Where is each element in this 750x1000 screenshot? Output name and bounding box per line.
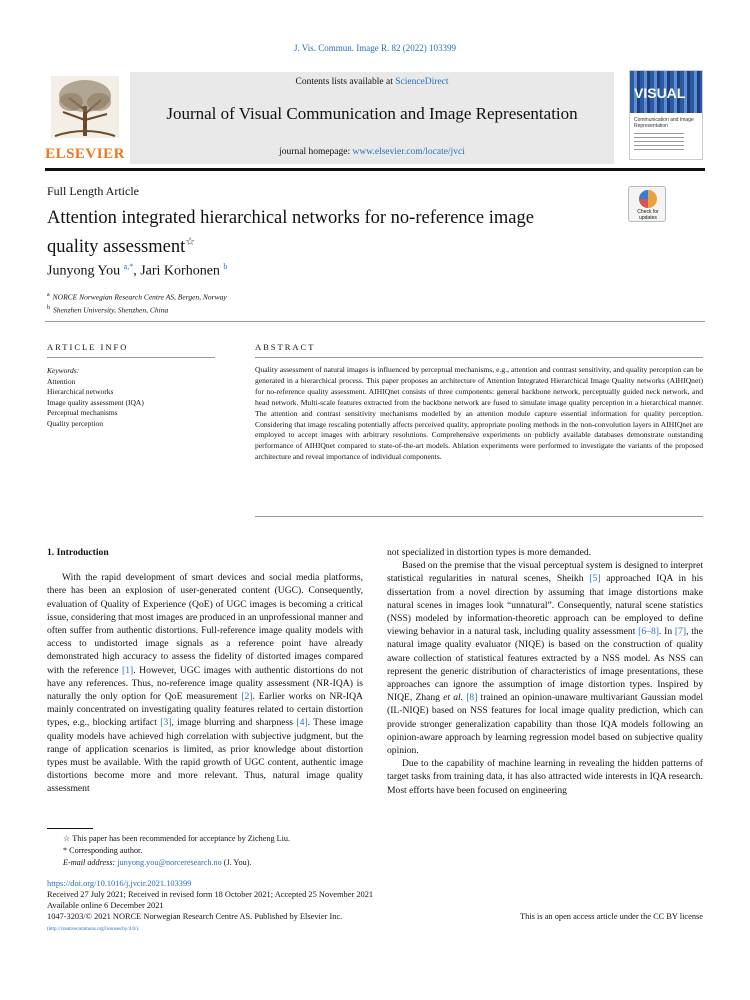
- footnote-item: * Corresponding author.: [63, 846, 143, 855]
- check-for-updates-badge[interactable]: [628, 186, 666, 222]
- journal-cover-thumbnail[interactable]: [629, 70, 703, 160]
- article-info-rule: [47, 357, 215, 358]
- footnote-divider: [47, 828, 93, 829]
- body-paragraph: Based on the premise that the visual perceptual system is designed to interpret statistical regularities in natural scenes, Sheikh [5] approached IQA in his dissertation from a novel direction by assuming that image distortions make natural scenes in images look “unnatural”. Consequently, natural scene statistics (NSS) modeled by information-theoretic approach can be employed to define viewing behavior in a natural task, including quality assessment [6–8]. In [7], the natural image quality evaluator (NIQE) is based on the construction of quality aware collection of statistical features extracted by a NSS model. As NSS can represent the generic distribution of characteristics of image presentations, these approaches can ignore the assumption of image distortion types. Inspired by NIQE, Zhang et al. [8] trained an opinion-unaware multivariant Gaussian model (IL-NIQE) based on NSS features for local image quality prediction, which can provide stronger generalization capability than those IQA models following an opinion-aware approach by learning regression model based on subjective quality opinion.: [387, 560, 704, 757]
- author-email-link[interactable]: junyong.you@norceresearch.no: [117, 858, 222, 867]
- contents-line: Contents lists available at ScienceDirect: [295, 77, 449, 87]
- body-column-left: [47, 546, 363, 796]
- article-info-heading: ARTICLE INFO: [47, 342, 129, 352]
- article-type: Full Length Article: [47, 184, 139, 198]
- cover-title-word: VISUAL: [634, 85, 686, 101]
- sciencedirect-link[interactable]: ScienceDirect: [395, 77, 449, 87]
- author-name[interactable]: Jari Korhonen: [140, 263, 220, 279]
- masthead-banner: [130, 72, 614, 164]
- elsevier-wordmark: ELSEVIER: [45, 146, 125, 162]
- elsevier-logo[interactable]: [45, 76, 125, 162]
- citation-link[interactable]: [7]: [674, 626, 687, 638]
- section-divider: [45, 321, 705, 322]
- journal-masthead: [45, 72, 705, 164]
- header-divider: [45, 168, 705, 171]
- publication-info: [47, 878, 703, 935]
- body-paragraph: With the rapid development of smart devices and social media platforms, there has been an explosion of user-generated content (UGC). Consequently, evaluation of Quality of Experience (QoE) of UGC images is becoming a critical issue, considering that most images are produced in an unprofessional manner and often suffer from authentic distortions. Full-reference image quality models with access to undistorted image signals as a reference point have already demonstrated high accuracy to assess the fidelity of distorted images compared with the reference [1]. However, UGC images with authentic distortions do not have any references. Thus, no-reference image quality assessment (NR-IQA) is naturally the only option for QoE measurement [2]. Earlier works on NR-IQA mainly concentrated on investigating quality features related to certain distortion types, e.g., blocking artifact [3], image blurring and sharpness [4]. These image quality models have achieved high correlation with subjective judgment, but the range of application scenarios is limited, as prior knowledge about distortion types must be available. With the rapid growth of UGC content, authentic image distortions become more and more relevant. Thus, natural image quality assessment: [47, 572, 363, 795]
- body-column-right: [387, 546, 703, 797]
- online-date: Available online 6 December 2021: [47, 901, 164, 910]
- abstract-heading: ABSTRACT: [255, 342, 316, 352]
- journal-homepage-link[interactable]: www.elsevier.com/locate/jvci: [352, 147, 465, 157]
- author-affiliation-marker[interactable]: a,*: [123, 262, 134, 271]
- author-affiliation-marker[interactable]: b: [223, 262, 228, 271]
- keywords-label: Keywords:: [47, 366, 80, 375]
- doi-link[interactable]: https://doi.org/10.1016/j.jvcir.2021.103399: [47, 879, 192, 888]
- affiliation-item: $^a$ NORCE Norwegian Research Centre AS, Bergen, Norway: [47, 292, 227, 302]
- journal-title: Journal of Visual Communication and Image Representation: [166, 104, 578, 123]
- author-name[interactable]: Junyong You: [47, 263, 121, 279]
- abstract-rule: [255, 357, 703, 358]
- keyword-item: Perceptual mechanisms: [47, 408, 118, 418]
- crossmark-icon: [639, 190, 657, 208]
- license-line: 1047-3203/© 2021 NORCE Norwegian Research Centre AS. Published by Elsevier Inc. This is an open access article under the CC BY license: [47, 912, 703, 921]
- abstract-text: Quality assessment of natural images is influenced by perceptual mechanisms, e.g., attention and contrast sensitivity, and quality perception can be generated in a hierarchical process. This paper proposes an architecture of Attention Integrated Hierarchical Image Quality networks (AIHIQnet) for no-reference quality assessment. AIHIQnet consists of three components: general backbone network, perceptually guided neck network, and head network. Multi-scale features extracted from the backbone network are fused to simulate image quality perception in a hierarchical manner. The attention and contrast sensitivity mechanisms modelled by an attention module capture essential information for quality perception. Considering that image rescaling potentially affects perceived quality, appropriate pooling methods in the non-convolution layers in AIHIQnet are employed to accept images with arbitrary resolutions. Comprehensive experiments on publicly available databases demonstrate outstanding performance of AIHIQnet compared to state-of-the-art models. Ablation experiments were performed to investigate the variants of the proposed architecture and reveal importance of individual components.: [255, 365, 703, 462]
- footnote-email: E-mail address: junyong.you@norceresearch.no (J. You).: [63, 858, 252, 867]
- license-link[interactable]: (http://creativecommons.org/licenses/by/4.0/).: [47, 927, 140, 932]
- cover-text-lines: [634, 133, 684, 153]
- article-title: Attention integrated hierarchical networks for no-reference image quality assessment☆: [47, 208, 534, 258]
- citation-link[interactable]: [1]: [122, 664, 134, 676]
- received-dates: Received 27 July 2021; Received in revised form 18 October 2021; Accepted 25 November 2021: [47, 890, 374, 899]
- cover-subtitle: Communication and Image Representation: [634, 117, 694, 129]
- abstract-bottom-rule: [255, 516, 703, 517]
- citation-link[interactable]: [4]: [296, 717, 308, 729]
- body-paragraph: Due to the capability of machine learning in revealing the hidden patterns of target tasks from training data, it has also attracted wide interests in IQA research. Most efforts have been focused on engineering: [387, 758, 703, 796]
- citation-link[interactable]: [5]: [589, 573, 601, 585]
- keywords-list: [47, 366, 227, 430]
- affiliation-item: $^b$ Shenzhen University, Shenzhen, China: [47, 304, 169, 314]
- keyword-item: Attention: [47, 376, 76, 386]
- affiliations: [47, 290, 227, 315]
- citation-link[interactable]: [6–8]: [638, 626, 659, 638]
- citation-link[interactable]: [8]: [466, 692, 478, 704]
- journal-reference[interactable]: J. Vis. Commun. Image R. 82 (2022) 103399: [293, 43, 457, 53]
- citation-link[interactable]: [2]: [241, 691, 253, 703]
- footnote-item: ☆ This paper has been recommended for acceptance by Zicheng Liu.: [63, 834, 291, 843]
- keyword-item: Quality perception: [47, 418, 104, 428]
- title-footnote-marker[interactable]: ☆: [185, 236, 196, 248]
- body-paragraph: not specialized in distortion types is more demanded.: [387, 547, 592, 558]
- section-heading-introduction: 1. Introduction: [47, 547, 109, 558]
- citation-link[interactable]: [3]: [160, 717, 172, 729]
- keyword-item: Image quality assessment (IQA): [47, 397, 144, 407]
- crossmark-label: Check for updates: [637, 209, 659, 221]
- footnotes: [47, 833, 367, 869]
- keyword-item: Hierarchical networks: [47, 387, 114, 397]
- elsevier-tree-icon: [51, 76, 119, 138]
- author-list: Junyong You $^{a,*}$, Jari Korhonen $^b$: [47, 262, 228, 279]
- homepage-line: journal homepage: www.elsevier.com/locate/jvci: [279, 147, 465, 157]
